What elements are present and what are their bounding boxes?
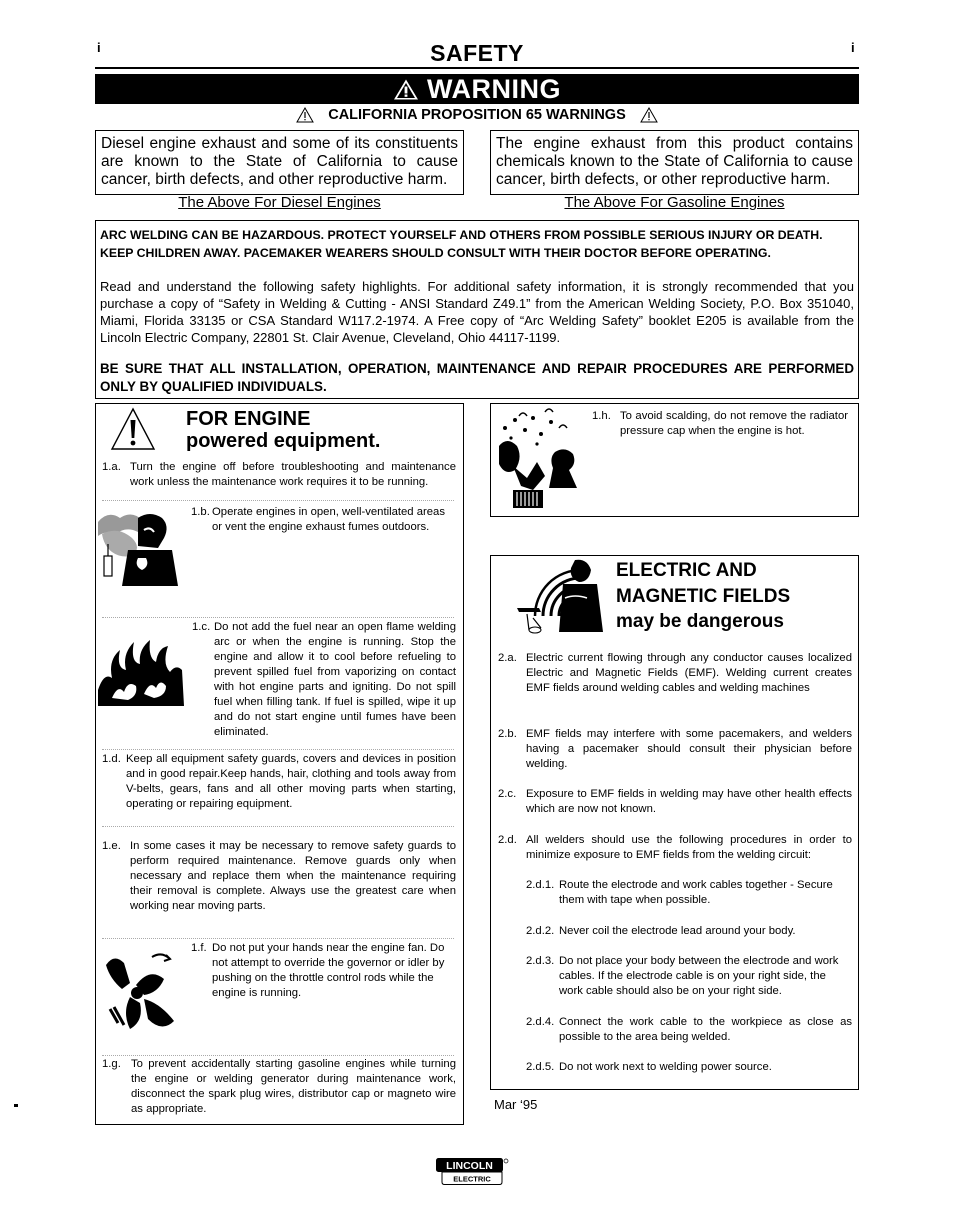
item-label: 2.d.5. [526, 1061, 555, 1073]
emf-item-2b [498, 727, 852, 772]
intro-box [95, 220, 859, 399]
gasoline-caption: The Above For Gasoline Engines [564, 194, 785, 211]
prop65-gasoline-text: The engine exhaust from this product contains chemicals known to the State of California to cause cancer, birth defects, or other reproductive harm. [496, 135, 853, 188]
hazard-statement: ARC WELDING CAN BE HAZARDOUS. PROTECT YOURSELF AND OTHERS FROM POSSIBLE SERIOUS INJURY OR DEATH. KEEP CHILDREN AWAY. PACEMAKER WEARERS SHOULD CONSULT WITH THEIR DOCTOR BEFORE OPERATING. [100, 228, 823, 260]
qualified-statement: BE SURE THAT ALL INSTALLATION, OPERATION, MAINTENANCE AND REPAIR PROCEDURES ARE PERFORMED ONLY BY QUALIFIED INDIVIDUALS. [100, 361, 854, 394]
svg-text:LINCOLN: LINCOLN [446, 1160, 493, 1172]
item-text: Never coil the electrode lead around your body. [559, 925, 796, 937]
item-label: 1.h. [592, 410, 611, 422]
item-text: To prevent accidentally starting gasoline engines while turning the engine or welding generator during maintenance work, disconnect the spark plug wires, distributor cap or magneto wire as appropriate. [131, 1058, 456, 1115]
item-text: Do not put your hands near the engine fan. Do not attempt to override the governor or idler by pushing on the throttle control rods while the engine is running. [212, 942, 445, 999]
radiator-section [490, 403, 859, 517]
item-label: 2.d.3. [526, 955, 555, 967]
divider [102, 500, 454, 501]
fire-flames-icon [98, 634, 184, 706]
item-label: 2.b. [498, 728, 517, 740]
item-label: 2.d.1. [526, 879, 555, 891]
item-label: 1.g. [102, 1058, 121, 1070]
item-label: 1.a. [102, 461, 121, 473]
revision-date: Mar ‘95 [494, 1097, 538, 1112]
engine-item-1f [191, 941, 456, 1001]
page-number-right: i [851, 40, 855, 55]
item-text: Exposure to EMF fields in welding may have other health effects which are now not known. [526, 788, 852, 815]
caution-triangle-icon [296, 107, 314, 123]
prop65-gasoline-box [490, 130, 859, 195]
emf-item-2d1 [526, 878, 852, 908]
engine-section [95, 403, 464, 1125]
emf-item-2d [498, 833, 852, 863]
item-text: Turn the engine off before troubleshooting and maintenance work unless the maintenance work requires it to be running. [130, 461, 456, 488]
item-text: Do not place your body between the electrode and work cables. If the electrode cable is on your right side, the work cable should also be on your right side. [559, 955, 839, 997]
caution-triangle-icon [640, 107, 658, 123]
emf-heading-line1: ELECTRIC AND [616, 560, 757, 581]
item-label: 1.d. [102, 753, 121, 765]
prop65-heading [95, 107, 859, 123]
item-text: Electric current flowing through any conductor causes localized Electric and Magnetic Fields (EMF). Welding current creates EMF fields around welding cables and welding machines [526, 652, 852, 694]
emf-welder-icon [515, 558, 605, 634]
item-text: EMF fields may interfere with some pacemakers, and welders having a pacemaker should consult their physician before welding. [526, 728, 852, 770]
divider [102, 938, 454, 939]
emf-item-2d5 [526, 1060, 852, 1075]
engine-item-1g [102, 1057, 456, 1117]
page-title: SAFETY [430, 40, 524, 66]
item-label: 2.c. [498, 788, 517, 800]
divider [102, 826, 454, 827]
item-text: To avoid scalding, do not remove the radiator pressure cap when the engine is hot. [620, 410, 848, 437]
engine-item-1e [102, 839, 456, 914]
engine-item-1d [102, 752, 456, 812]
emf-heading-line2: MAGNETIC FIELDS [616, 585, 791, 607]
page-mark [14, 1104, 18, 1107]
item-label: 2.d.4. [526, 1016, 555, 1028]
item-label: 1.e. [102, 840, 121, 852]
prop65-diesel-text: Diesel engine exhaust and some of its constituents are known to the State of California to cause cancer, birth defects, and other reproductive harm. [101, 135, 458, 188]
item-label: 1.b. [191, 506, 210, 518]
emf-item-2d3 [526, 954, 852, 999]
warning-banner [95, 74, 859, 104]
item-text: All welders should use the following procedures in order to minimize exposure to EMF fields from the welding circuit: [526, 834, 852, 861]
caution-triangle-icon [110, 407, 156, 451]
item-text: Keep all equipment safety guards, covers and devices in position and in good repair.Keep hands, hair, clothing and tools away from V-belts, gears, fans and all other moving parts when starting, operating or repairing equipment. [126, 753, 456, 810]
emf-item-2c [498, 787, 852, 817]
read-statement: Read and understand the following safety highlights. For additional safety information, it is strongly recommended that you purchase a copy of “Safety in Welding & Cutting - ANSI Standard Z49.1” from the American Welding Society, P.O. Box 351040, Miami, Florida 33135 or CSA Standard W117.2-1974. A Free copy of “Arc Welding Safety” booklet E205 is available from the Lincoln Electric Company, 22801 St. Clair Avenue, Cleveland, Ohio 44117-1199. [100, 279, 854, 345]
prop65-heading-text: CALIFORNIA PROPOSITION 65 WARNINGS [328, 107, 626, 123]
page-number-left: i [97, 40, 101, 55]
title-rule [95, 67, 859, 69]
lincoln-electric-logo [436, 1158, 509, 1185]
item-text: Operate engines in open, well-ventilated areas or vent the engine exhaust fumes outdoors. [212, 506, 445, 533]
emf-item-2d4 [526, 1015, 852, 1045]
engine-item-1c [192, 620, 456, 740]
divider [102, 617, 454, 618]
fan-hand-hazard-icon [100, 949, 180, 1039]
divider [102, 1055, 454, 1056]
engine-heading [186, 408, 380, 452]
warning-triangle-icon [393, 78, 419, 101]
engine-item-1a [102, 460, 456, 490]
item-label: 1.c. [192, 621, 211, 633]
engine-item-1h [592, 409, 848, 439]
item-text: Route the electrode and work cables together - Secure them with tape when possible. [559, 879, 833, 906]
item-text: Do not work next to welding power source. [559, 1061, 772, 1073]
engine-heading-line1: FOR ENGINE [186, 408, 311, 430]
prop65-diesel-box [95, 130, 464, 195]
emf-section [490, 555, 859, 1090]
emf-heading [616, 558, 790, 635]
item-label: 2.d.2. [526, 925, 555, 937]
svg-text:ELECTRIC: ELECTRIC [453, 1174, 491, 1184]
emf-heading-line3: may be dangerous [616, 611, 784, 632]
item-text: Connect the work cable to the workpiece as close as possible to the area being welded. [559, 1016, 852, 1043]
exhaust-fumes-icon [98, 508, 184, 586]
warning-label: WARNING [427, 73, 561, 104]
emf-item-2a [498, 651, 852, 696]
emf-item-2d2 [526, 924, 852, 939]
diesel-caption: The Above For Diesel Engines [178, 194, 381, 211]
item-text: In some cases it may be necessary to remove safety guards to perform required maintenance. Remove guards only when necessary and replace them when the maintenance requiring their removal is complete. Always use the greatest care when working near moving parts. [130, 840, 456, 912]
divider [102, 749, 454, 750]
radiator-scalding-icon [493, 406, 583, 512]
engine-item-1b [191, 505, 453, 535]
item-text: Do not add the fuel near an open flame welding arc or when the engine is running. Stop the engine and allow it to cool before refueling to prevent spilled fuel from vaporizing on contact with hot engine parts and igniting. Do not spill fuel when filling tank. If fuel is spilled, wipe it up and do not start engine until fumes have been eliminated. [214, 621, 456, 738]
item-label: 1.f. [191, 942, 207, 954]
item-label: 2.d. [498, 834, 517, 846]
engine-heading-line2: powered equipment. [186, 430, 381, 452]
item-label: 2.a. [498, 652, 517, 664]
